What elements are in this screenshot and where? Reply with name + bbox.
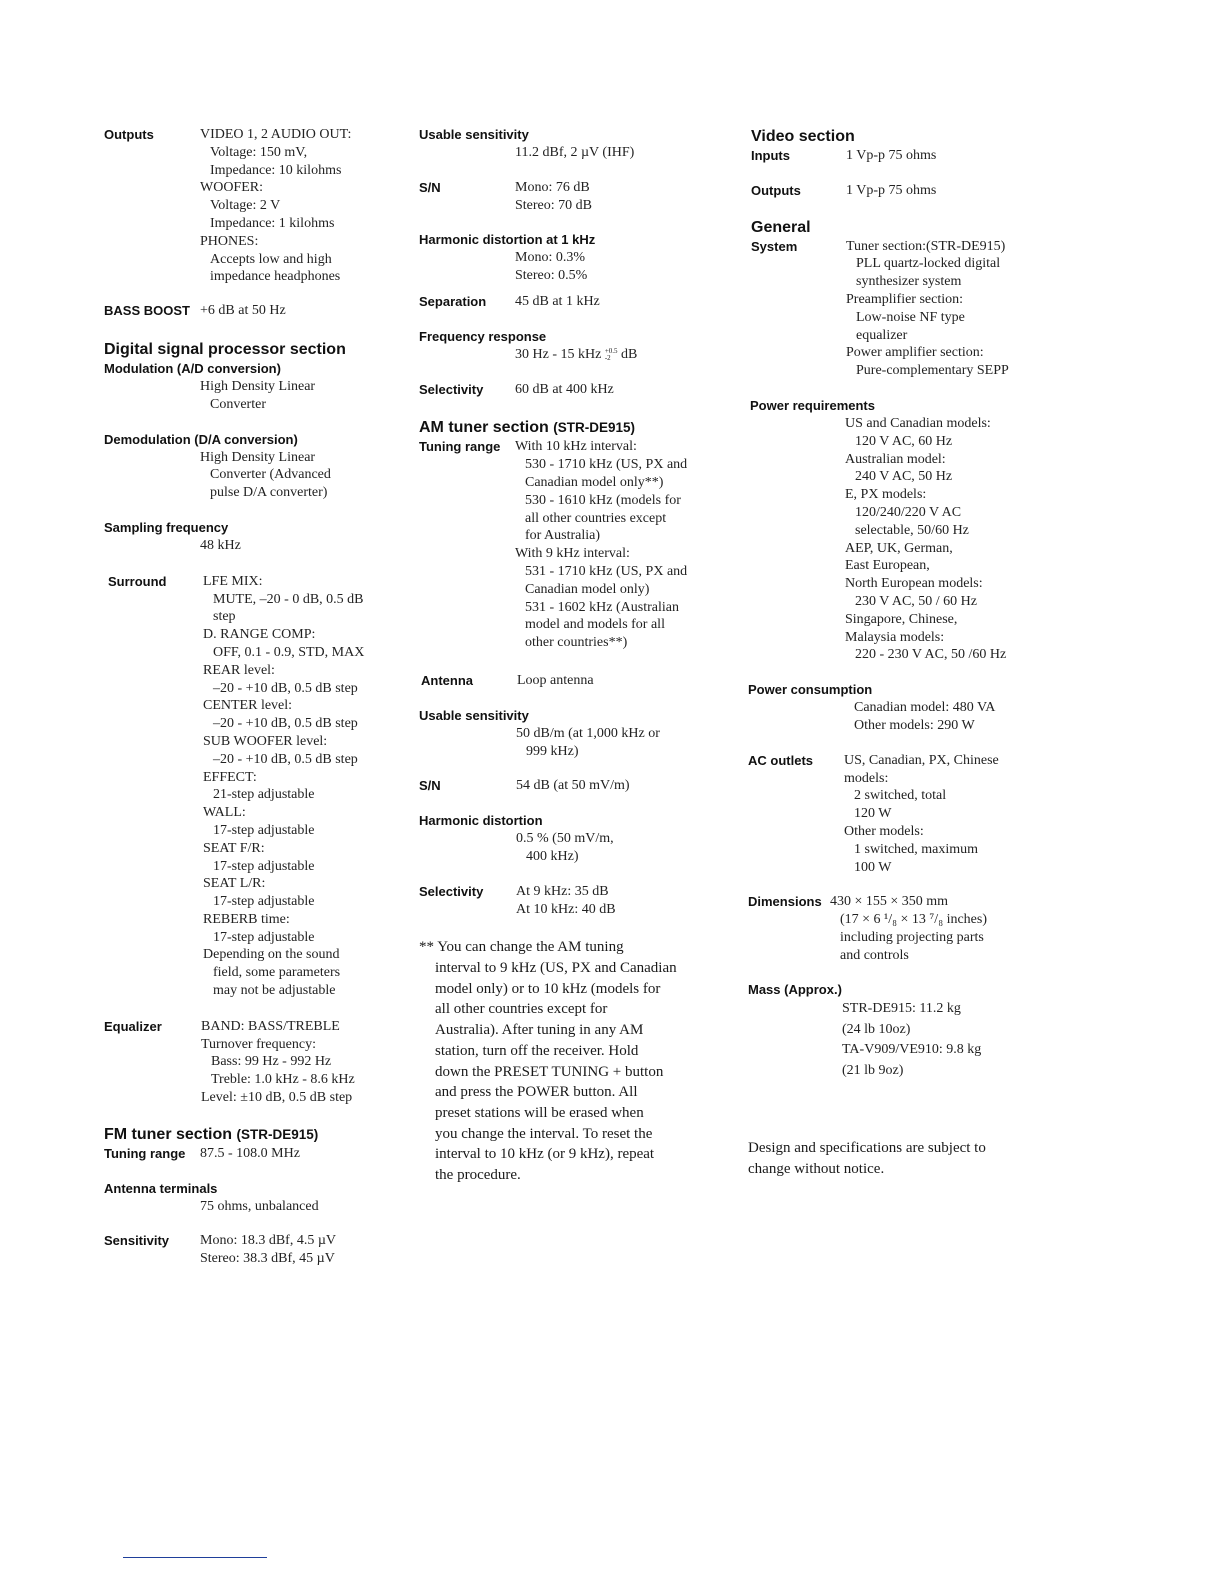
value-line: 1 switched, maximum bbox=[854, 841, 979, 857]
value-line: REAR level: bbox=[203, 662, 275, 678]
value-line: OFF, 0.1 - 0.9, STD, MAX bbox=[213, 644, 365, 660]
value-line: PLL quartz-locked digital bbox=[856, 256, 1001, 272]
am-interval-note bbox=[419, 937, 719, 1185]
spec-label: Surround bbox=[108, 573, 167, 589]
value-line: –20 - +10 dB, 0.5 dB step bbox=[213, 680, 358, 696]
column-3 bbox=[748, 118, 1048, 1180]
spec-am-usable-sensitivity bbox=[419, 707, 719, 761]
value-line: Impedance: 10 kilohms bbox=[210, 162, 342, 178]
value-line: Voltage: 150 mV, bbox=[210, 144, 308, 160]
value-line: all other countries except bbox=[525, 510, 667, 526]
section-fm bbox=[104, 1125, 404, 1145]
value-line: other countries**) bbox=[525, 635, 628, 651]
spec-fm-sn bbox=[419, 179, 719, 215]
spec-am-harmonic-distortion bbox=[419, 812, 719, 866]
spec-system bbox=[751, 238, 1048, 380]
spec-value bbox=[516, 883, 719, 919]
note-line: interval to 9 kHz (US, PX and Canadian bbox=[435, 960, 677, 977]
spec-label: Usable sensitivity bbox=[419, 707, 529, 723]
value-line: 999 kHz) bbox=[526, 743, 579, 759]
column-1 bbox=[104, 118, 404, 1268]
value-line: –20 - +10 dB, 0.5 dB step bbox=[213, 716, 358, 732]
section-heading: Video section bbox=[751, 128, 855, 145]
value-line: High Density Linear bbox=[200, 378, 316, 394]
value-line: 531 - 1710 kHz (US, PX and bbox=[525, 563, 688, 579]
section-general bbox=[751, 218, 1048, 238]
value-line: Power amplifier section: bbox=[846, 345, 984, 361]
spec-value bbox=[516, 830, 719, 866]
value-line: Singapore, Chinese, bbox=[845, 611, 958, 627]
spec-value bbox=[846, 147, 1048, 165]
value-line: Mono: 0.3% bbox=[515, 250, 585, 266]
spec-surround bbox=[104, 573, 404, 1000]
value-line: –20 - +10 dB, 0.5 dB step bbox=[213, 751, 358, 767]
column-2 bbox=[419, 118, 719, 1186]
note-line: interval to 10 kHz (or 9 kHz), repeat bbox=[435, 1146, 655, 1163]
value-line: East European, bbox=[845, 558, 930, 574]
value-line: STR-DE915: 11.2 kg bbox=[842, 1001, 961, 1017]
note-line: ** You can change the AM tuning bbox=[419, 939, 624, 956]
value-line: field, some parameters bbox=[213, 965, 341, 981]
spec-value bbox=[846, 182, 1048, 200]
spec-value bbox=[515, 381, 719, 399]
spec-fm-selectivity bbox=[419, 381, 719, 399]
value-line: Converter bbox=[210, 396, 266, 412]
freq-unit: dB bbox=[621, 346, 638, 362]
value-line: North European models: bbox=[845, 576, 983, 592]
value-line: pulse D/A converter) bbox=[210, 485, 328, 501]
value-line: 530 - 1710 kHz (US, PX and bbox=[525, 457, 688, 473]
note-line: the procedure. bbox=[435, 1167, 521, 1184]
value-line: US and Canadian models: bbox=[845, 415, 991, 431]
value-line: At 10 kHz: 40 dB bbox=[516, 901, 616, 917]
spec-equalizer bbox=[104, 1018, 404, 1107]
value-line: Canadian model: 480 VA bbox=[854, 700, 996, 716]
value-line: 240 V AC, 50 Hz bbox=[855, 469, 953, 485]
value-line: 17-step adjustable bbox=[213, 894, 315, 910]
value-line: 430 × 155 × 350 mm bbox=[830, 894, 949, 910]
value-line: US, Canadian, PX, Chinese bbox=[844, 752, 999, 768]
spec-label: Frequency response bbox=[419, 328, 547, 344]
spec-fm-separation bbox=[419, 293, 719, 311]
spec-label: S/N bbox=[419, 179, 441, 195]
spec-label: Power requirements bbox=[750, 397, 875, 413]
spec-label: Dimensions bbox=[748, 894, 822, 910]
spec-label: Antenna bbox=[421, 672, 473, 688]
value-line: Bass: 99 Hz - 992 Hz bbox=[211, 1054, 332, 1070]
value-line: Accepts low and high bbox=[210, 251, 332, 267]
spec-fm-frequency-response bbox=[419, 328, 719, 364]
value-line: impedance headphones bbox=[210, 269, 341, 285]
value-line: Stereo: 0.5% bbox=[515, 268, 588, 284]
value-line: WALL: bbox=[203, 805, 246, 821]
value-line: 60 dB at 400 kHz bbox=[515, 381, 614, 397]
freq-tolerance-minus: -2 bbox=[604, 353, 611, 362]
value-line: BAND: BASS/TREBLE bbox=[201, 1018, 340, 1034]
spec-value bbox=[845, 415, 1048, 664]
value-line: (17 × 6 ¹/₈ × 13 ⁷/₈ inches) bbox=[840, 912, 987, 928]
spec-label: Outputs bbox=[104, 127, 154, 142]
spec-modulation bbox=[104, 360, 404, 414]
section-heading: Digital signal processor section bbox=[104, 340, 346, 358]
spec-sampling-frequency bbox=[104, 519, 404, 555]
spec-value bbox=[844, 752, 1048, 877]
spec-bass-boost bbox=[104, 302, 404, 320]
spec-ac-outlets bbox=[748, 752, 1048, 877]
value-line: 45 dB at 1 kHz bbox=[515, 293, 600, 309]
value-line: 531 - 1602 kHz (Australian bbox=[525, 599, 679, 615]
section-am bbox=[419, 418, 719, 438]
value-line: Canadian model only) bbox=[525, 581, 650, 597]
value-line: LFE MIX: bbox=[203, 573, 263, 589]
spec-value bbox=[842, 999, 1048, 1081]
value-line: SEAT F/R: bbox=[203, 840, 265, 856]
spec-value bbox=[854, 699, 1048, 735]
section-heading-text: FM tuner section bbox=[104, 1125, 233, 1143]
spec-label: Modulation (A/D conversion) bbox=[104, 360, 281, 376]
value-line: 100 W bbox=[854, 859, 892, 875]
closing-line: Design and specifications are subject to bbox=[748, 1140, 986, 1157]
note-line: preset stations will be erased when bbox=[435, 1104, 644, 1121]
spec-label: Sampling frequency bbox=[104, 519, 229, 535]
value-line: Stereo: 70 dB bbox=[515, 197, 592, 213]
spec-label: Inputs bbox=[751, 148, 790, 163]
value-line: EFFECT: bbox=[203, 769, 257, 785]
value-line: E, PX models: bbox=[845, 487, 927, 503]
spec-value bbox=[200, 1198, 404, 1216]
spec-label: Selectivity bbox=[419, 883, 484, 899]
section-heading-model: (STR-DE915) bbox=[236, 1126, 319, 1142]
spec-value bbox=[846, 238, 1048, 380]
spec-value bbox=[200, 537, 404, 555]
note-line: all other countries except for bbox=[435, 1001, 608, 1018]
value-line: 220 - 230 V AC, 50 /60 Hz bbox=[855, 647, 1007, 663]
note-continuation bbox=[419, 958, 719, 1186]
value-line: SEAT L/R: bbox=[203, 876, 266, 892]
spec-am-selectivity bbox=[419, 883, 719, 919]
spec-fm-antenna bbox=[104, 1180, 404, 1216]
value-line: Canadian model only**) bbox=[525, 474, 664, 490]
spec-value bbox=[516, 777, 719, 795]
spec-value bbox=[200, 449, 404, 502]
spec-label: System bbox=[751, 238, 798, 254]
value-line: 75 ohms, unbalanced bbox=[200, 1198, 319, 1214]
spec-label: Antenna terminals bbox=[104, 1180, 218, 1196]
section-heading: General bbox=[751, 218, 811, 236]
value-line: At 9 kHz: 35 dB bbox=[516, 883, 609, 899]
note-line: you change the interval. To reset the bbox=[435, 1125, 653, 1142]
value-line: Depending on the sound bbox=[203, 947, 340, 963]
value-line: Malaysia models: bbox=[845, 629, 945, 645]
value-line: Mono: 76 dB bbox=[515, 179, 590, 195]
value-line: Impedance: 1 kilohms bbox=[210, 215, 335, 231]
spec-value bbox=[515, 293, 719, 311]
spec-value bbox=[203, 573, 404, 1000]
spec-am-antenna bbox=[419, 672, 719, 690]
value-line: Australian model: bbox=[845, 451, 946, 467]
spec-value bbox=[515, 346, 719, 364]
value-line: Treble: 1.0 kHz - 8.6 kHz bbox=[211, 1072, 355, 1088]
spec-value bbox=[515, 249, 719, 285]
value-line: 48 kHz bbox=[200, 537, 241, 553]
value-line: models: bbox=[844, 770, 889, 786]
spec-value bbox=[515, 144, 719, 162]
spec-value bbox=[517, 672, 719, 690]
section-heading bbox=[104, 1125, 404, 1145]
spec-video-outputs bbox=[751, 182, 1048, 200]
spec-label: BASS BOOST bbox=[104, 303, 190, 319]
value-line: for Australia) bbox=[525, 528, 601, 544]
value-line: Voltage: 2 V bbox=[210, 198, 281, 214]
value-line: 120 V AC, 60 Hz bbox=[855, 433, 953, 449]
spec-label: Usable sensitivity bbox=[419, 127, 529, 142]
spec-label: Separation bbox=[419, 293, 487, 309]
spec-value bbox=[201, 1018, 404, 1107]
spec-am-tuning-range bbox=[419, 438, 719, 652]
value-line: 11.2 dBf, 2 µV (IHF) bbox=[515, 145, 635, 160]
value-line: 2 switched, total bbox=[854, 788, 947, 804]
note-line: and press the POWER button. All bbox=[435, 1084, 638, 1101]
value-line: equalizer bbox=[856, 327, 908, 343]
value-line: Tuner section:(STR-DE915) bbox=[846, 238, 1006, 254]
spec-label: Outputs bbox=[751, 182, 801, 198]
value-line: including projecting parts bbox=[840, 929, 984, 945]
value-line: Low-noise NF type bbox=[856, 309, 965, 325]
value-line bbox=[515, 346, 719, 364]
spec-label: Mass (Approx.) bbox=[748, 982, 842, 998]
section-dsp bbox=[104, 340, 404, 360]
value-line: 120/240/220 V AC bbox=[855, 504, 962, 520]
value-line: Converter (Advanced bbox=[210, 467, 331, 483]
spec-mass bbox=[748, 981, 1048, 1081]
value-line: PHONES: bbox=[200, 233, 259, 249]
value-line: Turnover frequency: bbox=[201, 1036, 316, 1052]
value-line: Mono: 18.3 dBf, 4.5 µV bbox=[200, 1233, 337, 1249]
note-line: Australia). After tuning in any AM bbox=[435, 1022, 644, 1039]
spec-am-sn bbox=[419, 777, 719, 795]
value-line: CENTER level: bbox=[203, 698, 293, 714]
value-line: 400 kHz) bbox=[526, 848, 579, 864]
freq-tolerance bbox=[605, 348, 618, 362]
spec-label: Equalizer bbox=[104, 1018, 162, 1034]
spec-value bbox=[200, 1232, 404, 1268]
spec-value bbox=[830, 893, 1048, 964]
value-line: WOOFER: bbox=[200, 180, 263, 196]
spec-value bbox=[200, 126, 404, 286]
spec-fm-tuning-range bbox=[104, 1145, 404, 1163]
spec-label: AC outlets bbox=[748, 752, 813, 768]
value-line: and controls bbox=[840, 947, 909, 963]
section-heading bbox=[419, 418, 719, 438]
value-line: MUTE, –20 - 0 dB, 0.5 dB bbox=[213, 591, 364, 607]
spec-dimensions bbox=[748, 893, 1048, 964]
value-line: Other models: bbox=[844, 823, 924, 839]
value-line: TA-V909/VE910: 9.8 kg bbox=[842, 1042, 982, 1058]
spec-value bbox=[200, 1145, 404, 1163]
freq-tolerance-plus: +0.5 bbox=[604, 346, 618, 355]
value-line: VIDEO 1, 2 AUDIO OUT: bbox=[200, 127, 352, 142]
spec-fm-usable-sensitivity bbox=[419, 126, 719, 162]
value-line: With 9 kHz interval: bbox=[515, 546, 630, 562]
value-line: High Density Linear bbox=[200, 449, 316, 465]
value-line: SUB WOOFER level: bbox=[203, 733, 328, 749]
spec-label: Sensitivity bbox=[104, 1233, 170, 1249]
value-line: 21-step adjustable bbox=[213, 787, 315, 803]
spec-demodulation bbox=[104, 431, 404, 502]
value-line: With 10 kHz interval: bbox=[515, 439, 637, 455]
note-line: down the PRESET TUNING + button bbox=[435, 1063, 664, 1080]
value-line: selectable, 50/60 Hz bbox=[855, 522, 969, 538]
value-line: step bbox=[213, 609, 236, 625]
spec-power-requirements bbox=[748, 397, 1048, 664]
value-line: 530 - 1610 kHz (models for bbox=[525, 492, 681, 508]
value-line: 17-step adjustable bbox=[213, 822, 315, 838]
value-line: model and models for all bbox=[525, 617, 665, 633]
value-line: +6 dB at 50 Hz bbox=[200, 303, 286, 319]
spec-label: Tuning range bbox=[419, 439, 501, 455]
value-line: Pure-complementary SEPP bbox=[856, 363, 1009, 379]
spec-value bbox=[200, 302, 404, 320]
value-line: Other models: 290 W bbox=[854, 717, 975, 733]
spec-fm-harmonic-distortion bbox=[419, 231, 719, 285]
value-line: REBERB time: bbox=[203, 911, 290, 927]
value-line: 120 W bbox=[854, 806, 892, 822]
spec-label: Demodulation (D/A conversion) bbox=[104, 431, 298, 447]
value-line: 17-step adjustable bbox=[213, 858, 315, 874]
spec-label: S/N bbox=[419, 778, 441, 794]
note-line: station, turn off the receiver. Hold bbox=[435, 1042, 639, 1059]
value-line: Level: ±10 dB, 0.5 dB step bbox=[201, 1090, 353, 1106]
spec-fm-sensitivity bbox=[104, 1232, 404, 1268]
value-line: Stereo: 38.3 dBf, 45 µV bbox=[200, 1251, 335, 1267]
value-line: 0.5 % (50 mV/m, bbox=[516, 831, 614, 847]
section-video bbox=[751, 127, 1048, 147]
value-line: 1 Vp-p 75 ohms bbox=[846, 182, 937, 198]
value-line: AEP, UK, German, bbox=[845, 540, 953, 556]
spec-value bbox=[516, 725, 719, 761]
spec-power-consumption bbox=[748, 681, 1048, 735]
value-line: D. RANGE COMP: bbox=[203, 627, 316, 643]
value-line: synthesizer system bbox=[856, 274, 962, 290]
value-line: 17-step adjustable bbox=[213, 929, 315, 945]
spec-value bbox=[200, 378, 404, 414]
section-heading-text: AM tuner section bbox=[419, 419, 549, 437]
spec-label: Selectivity bbox=[419, 381, 484, 397]
value-line: 1 Vp-p 75 ohms bbox=[846, 148, 937, 163]
freq-range: 30 Hz - 15 kHz bbox=[515, 346, 602, 362]
value-line: 50 dB/m (at 1,000 kHz or bbox=[516, 725, 660, 741]
spec-value bbox=[515, 179, 719, 215]
spec-label: Power consumption bbox=[748, 682, 873, 698]
note-line: model only) or to 10 kHz (models for bbox=[435, 980, 661, 997]
spec-video-inputs bbox=[751, 147, 1048, 165]
value-line: 54 dB (at 50 mV/m) bbox=[516, 778, 630, 794]
value-line: 87.5 - 108.0 MHz bbox=[200, 1145, 300, 1161]
closing-line: change without notice. bbox=[748, 1161, 885, 1178]
value-line: Loop antenna bbox=[517, 672, 594, 688]
value-line: may not be adjustable bbox=[213, 983, 336, 999]
value-line: (21 lb 9oz) bbox=[842, 1062, 904, 1078]
spec-label: Harmonic distortion at 1 kHz bbox=[419, 232, 596, 248]
footer-rule bbox=[123, 1557, 267, 1558]
spec-label: Harmonic distortion bbox=[419, 813, 543, 829]
value-line: Preamplifier section: bbox=[846, 291, 964, 307]
closing-notice bbox=[748, 1138, 1048, 1180]
spec-outputs bbox=[104, 126, 404, 286]
section-heading-model: (STR-DE915) bbox=[553, 420, 636, 436]
value-line: 230 V AC, 50 / 60 Hz bbox=[855, 593, 977, 609]
value-line: (24 lb 10oz) bbox=[842, 1021, 911, 1037]
spec-label: Tuning range bbox=[104, 1145, 186, 1161]
spec-value bbox=[515, 438, 719, 652]
